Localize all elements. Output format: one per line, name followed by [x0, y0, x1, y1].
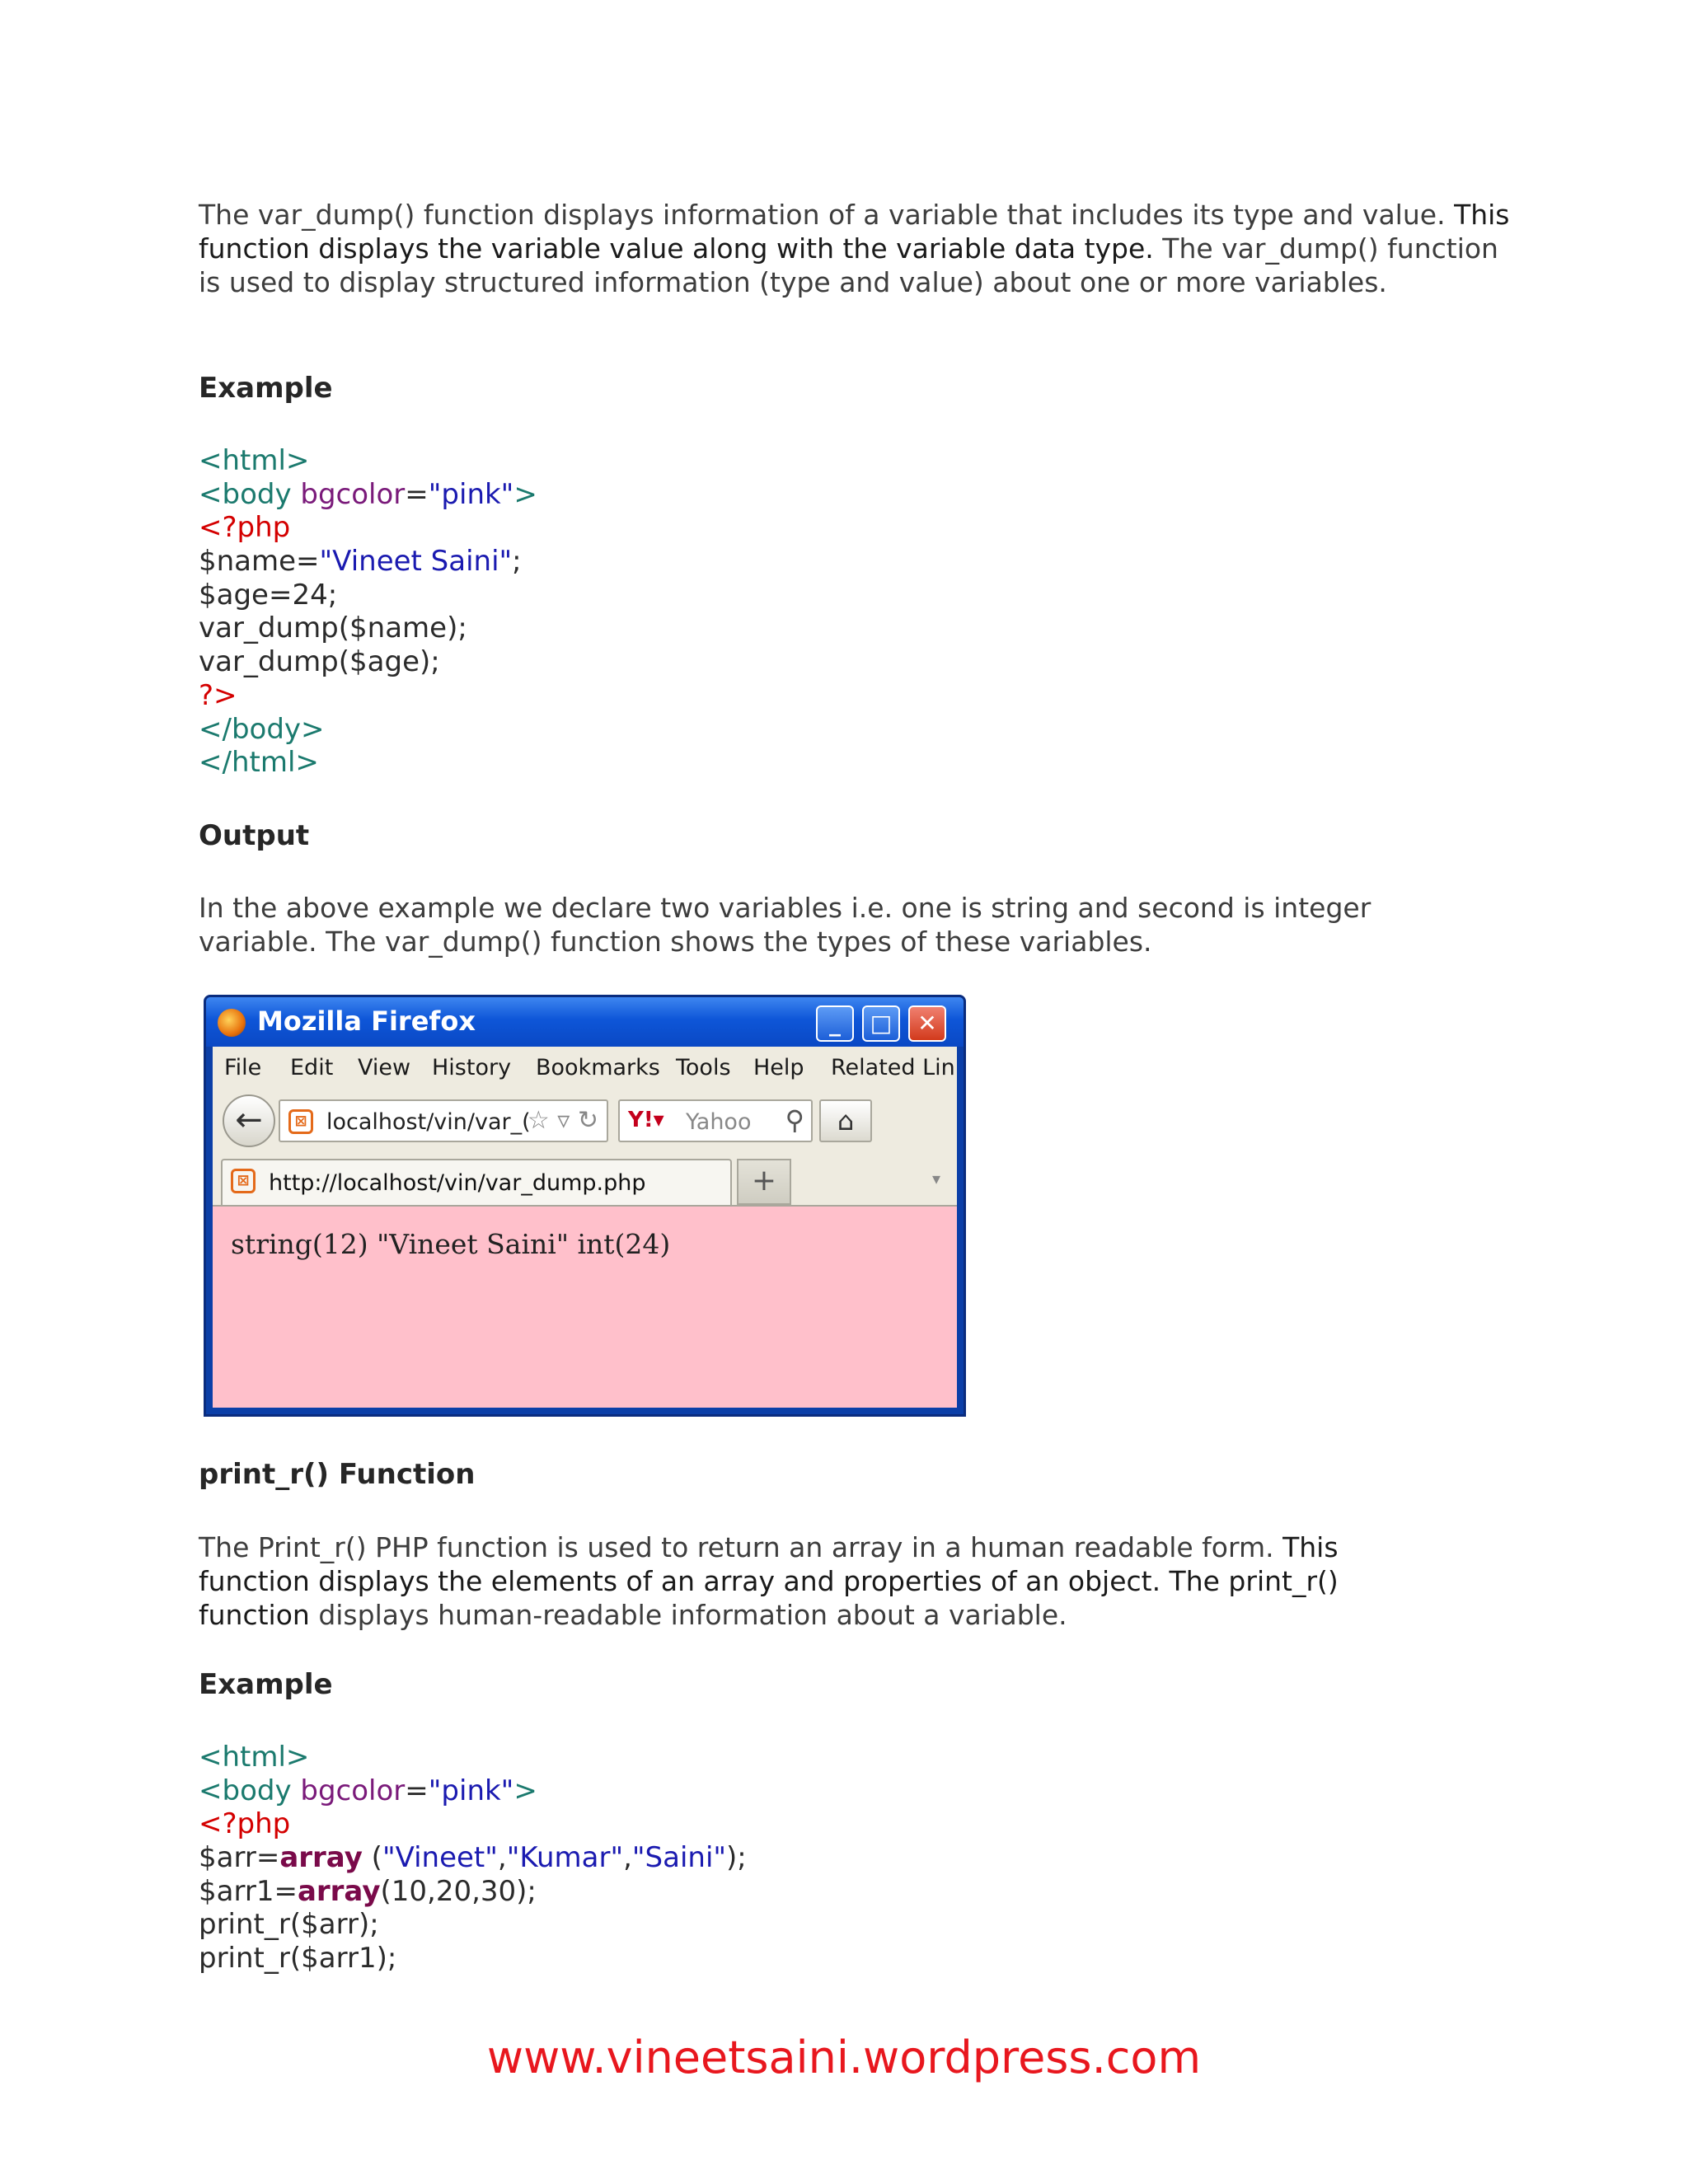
- code-token: <body: [199, 1774, 292, 1807]
- code-line: var_dump($age);: [199, 645, 440, 679]
- code-line: <html>: [199, 444, 310, 477]
- menu-item-file[interactable]: File: [224, 1055, 262, 1080]
- example-heading-2: Example: [199, 1668, 333, 1701]
- code-line: </body>: [199, 712, 325, 746]
- output-heading: Output: [199, 819, 310, 852]
- star-reload-icons[interactable]: ☆ ▿ ↻: [527, 1106, 598, 1135]
- tab-strip: [213, 1152, 957, 1205]
- menu-item-tools[interactable]: Tools: [676, 1055, 731, 1080]
- code-line: $age=24;: [199, 578, 338, 612]
- magnifier-icon[interactable]: ⚲: [785, 1104, 804, 1136]
- print-r-text-c: displays human-readable information about a variable.: [318, 1599, 1067, 1631]
- example-heading-1: Example: [199, 372, 333, 405]
- minimize-icon[interactable]: _: [816, 1005, 854, 1042]
- menu-item-history[interactable]: History: [432, 1055, 512, 1080]
- code-token: array: [297, 1874, 381, 1908]
- code-token: $name=: [199, 545, 320, 579]
- code-token: bgcolor: [291, 1774, 406, 1807]
- code-token: ,: [623, 1841, 632, 1875]
- code-block-1: [199, 444, 537, 780]
- home-icon[interactable]: ⌂: [819, 1099, 872, 1142]
- new-tab-plus-icon[interactable]: +: [737, 1159, 791, 1205]
- code-token: "pink": [428, 477, 514, 511]
- code-line: <?php: [199, 511, 291, 545]
- code-token: =: [405, 477, 429, 511]
- intro-text-b: This function displays the variable value along with the variable data type.: [199, 199, 1510, 265]
- code-token: <body: [199, 477, 292, 511]
- url-bar[interactable]: [279, 1099, 608, 1142]
- code-token: ,: [497, 1841, 507, 1875]
- browser-tab[interactable]: [221, 1159, 732, 1205]
- code-line: ?>: [199, 678, 237, 712]
- tab-list-arrow-icon[interactable]: ▾: [931, 1169, 940, 1188]
- code-token: ;: [512, 545, 522, 579]
- code-line: print_r($arr1);: [199, 1942, 397, 1975]
- code-token: $arr=: [199, 1841, 280, 1875]
- code-token: >: [513, 477, 537, 511]
- window-title: Mozilla Firefox: [257, 1005, 476, 1037]
- menu-item-related-links[interactable]: Related Lin: [831, 1055, 955, 1080]
- xampp-favicon-icon: ⊠: [288, 1109, 313, 1134]
- code-token: "Vineet": [382, 1841, 498, 1875]
- xampp-tab-favicon-icon: ⊠: [231, 1169, 256, 1193]
- search-placeholder: Yahoo: [686, 1109, 752, 1135]
- code-token: bgcolor: [291, 477, 406, 511]
- code-line: var_dump($name);: [199, 612, 467, 645]
- maximize-icon[interactable]: □: [862, 1005, 900, 1042]
- print-r-text-a: The Print_r() PHP function is used to return an array in a human readable form.: [199, 1531, 1274, 1563]
- code-token: "Vineet Saini": [319, 545, 513, 579]
- title-bar: [206, 997, 964, 1047]
- code-token: =: [405, 1774, 429, 1807]
- print-r-paragraph: [199, 1530, 1435, 1632]
- code-token: );: [726, 1841, 747, 1875]
- code-token: >: [513, 1774, 537, 1807]
- intro-text-a: The var_dump() function displays information of a variable that includes its type and value.: [199, 199, 1446, 231]
- url-text: localhost/vin/var_(: [326, 1109, 531, 1135]
- yahoo-icon: Y!▾: [628, 1108, 664, 1132]
- output-description: In the above example we declare two variables i.e. one is string and second is integer variable. The var_dump() function shows the types of these variables.: [199, 892, 1372, 958]
- code-block-2: [199, 1741, 747, 1975]
- code-token: array: [279, 1841, 363, 1875]
- footer-url[interactable]: www.vineetsaini.wordpress.com: [486, 2032, 1202, 2083]
- menu-item-view[interactable]: View: [358, 1055, 411, 1080]
- code-token: $arr1=: [199, 1874, 298, 1908]
- print-r-heading: print_r() Function: [199, 1458, 476, 1491]
- navigation-bar: [213, 1088, 957, 1152]
- intro-paragraph: [199, 198, 1517, 299]
- menu-item-bookmarks[interactable]: Bookmarks: [536, 1055, 660, 1080]
- firefox-logo-icon: [218, 1009, 246, 1037]
- browser-chrome: [213, 1047, 957, 1408]
- code-line: <html>: [199, 1741, 310, 1774]
- code-token: (: [362, 1841, 382, 1875]
- code-token: "Kumar": [506, 1841, 624, 1875]
- menu-item-help[interactable]: Help: [753, 1055, 804, 1080]
- var-dump-output: string(12) "Vineet Saini" int(24): [231, 1228, 671, 1260]
- back-arrow-icon[interactable]: ←: [223, 1094, 275, 1147]
- firefox-window: [204, 995, 966, 1417]
- print-r-text-b: This function displays the elements of an array and properties of an object. The print_r() function: [199, 1531, 1339, 1631]
- code-line: print_r($arr);: [199, 1908, 379, 1942]
- tab-title: http://localhost/vin/var_dump.php: [269, 1170, 646, 1196]
- close-icon[interactable]: ✕: [908, 1005, 946, 1042]
- code-token: "Saini": [631, 1841, 727, 1875]
- code-token: (10,20,30);: [380, 1874, 537, 1908]
- code-token: "pink": [428, 1774, 514, 1807]
- menu-bar: [213, 1047, 957, 1088]
- code-line: <?php: [199, 1807, 291, 1841]
- menu-item-edit[interactable]: Edit: [290, 1055, 334, 1080]
- search-box[interactable]: [618, 1099, 813, 1142]
- code-line: </html>: [199, 746, 319, 780]
- intro-text-c: The var_dump() function is used to display structured information (type and value) about one or more variables.: [199, 232, 1498, 298]
- page-content: [213, 1205, 957, 1408]
